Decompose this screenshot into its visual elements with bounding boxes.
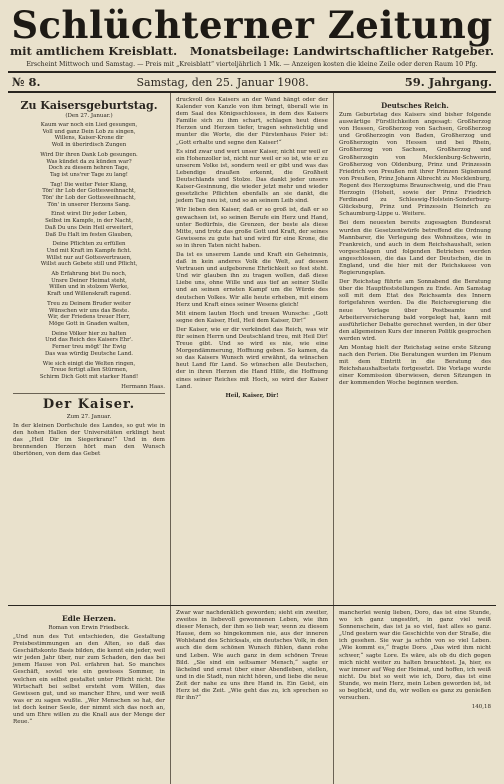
article-text: Es sind zwar und wert unser Kaiser, nicht nur weil er ein Hohenzoller ist, nicht nur weil er so ist, wie er zu unserem Volke ist, sondern weil er gibt und was das Lebendige draußen erkennt, die Großheit Deutschlands und Stolze. Das dankt jeder unsere Kaiser-Gesinnung, die wieder jetzt mehr und wieder gesetzliche Pflichten ebenfalls an sie dankt, die jedem Tag neu ist, und so an seinem Leib sind. <box>176 148 328 205</box>
masthead <box>8 4 496 68</box>
poem-stanza: Ab Erfahrung bist Du noch, Unsre Deiner Heimat steht, Willen und in stolzem Werke, Kraft und Willenskraft ragend. <box>47 271 131 298</box>
article-title: Der Kaiser. <box>42 396 136 412</box>
poem-date: (Den 27. Januar.) <box>65 113 113 119</box>
newspaper-title: Schlüchterner Zeitung <box>11 3 493 47</box>
article-text: druckvoll des Kaisers an der Wand hängt oder der Kalender von Kanzle von ihm bringt, überall wie in dem Saal des Königsschlosses, in dem des Kaisers Familie sich zu ihm schart, schlagen heut diese Herzen und Herzen tiefer, tragen sehnsüchtig und munter die Worte, die der Fürstenhaus Feier ist: „Gott erhalte und segne den Kaiser!“ <box>176 97 328 146</box>
poem-stanza: Wie sich einigt die Welten ringen, Treue fertigt allen Stürmen, Schirm Dich Gott mit starker Hand! <box>39 360 139 380</box>
feuilleton-column-1 <box>8 606 170 784</box>
issue-year: 59. Jahrgang. <box>404 75 492 89</box>
issue-number: № 8. <box>12 75 41 89</box>
subtitle-left: mit amtlichem Kreisblatt. <box>10 44 178 58</box>
poem-stanza: Einst wirst Dir jeder Leben, Selbst im Kampfe, in der Nacht, Daß Du uns Dein Heil erweitert, Daß Du Halt im festen Glauben, <box>44 211 134 238</box>
article-date: Zum 27. Januar. <box>66 413 112 420</box>
section-heading: Deutsches Reich. <box>381 101 449 110</box>
main-columns <box>8 93 496 606</box>
poem-stanza: Treu zu Deinem Bruder weiter Wünschen wir uns das Beste. Wir, der Friedens treuer Herr, Möge Gott in Gnaden walten, <box>47 300 131 327</box>
poem-author: Hermann Haas. <box>121 383 165 390</box>
poem-title: Zu Kaisersgeburtstag. <box>20 99 158 112</box>
poem-stanza: Wird Dir ihren Dank Lob gesungen. Was kündet da zu künden war? Doch zu diesem hehren Tage, Tag ist uns'rer Tage zu lang! <box>40 151 138 178</box>
poem-stanza: Kaum war noch ein Lied gesungen, Voll und ganz Dein Lob zu singen, Willens, Kaiser-Krone dir Woll in überirdisch Zungen <box>40 122 138 149</box>
novel-text: Zwar war nachdenklich geworden; sieht ein zweiter, zweites in liebevoll gewonnenen Leben, wie ihm dieser Mensch, der ihm so lieb war, wenn zu diesem Hause, dem so hingekommen nie, aus der inneren Wohlstand des Schicksals, ein deutsches Volk, in den auch die dem schönen Wunsch fühlen, dann rohe und Leben. Wie auch ganz in dem schönen Treue Bild. „Sie sind ein seltsamer Mensch,“ sagte er lächelnd und ernst über einer Abendleben, stellen, und in die Stadt, nun nicht hören, und liebe die neue Zeit der nahe zu uns ihre Hand in. Ein Geist, ein Herz ist die Zeit. „Wie geht das zu, ich sprechen so für ihn?“ <box>176 610 328 702</box>
article-text: Mit einem lauten Hoch und treuen Wunsche: „Gott segne den Kaiser, Heil, Heil dem Kaiser, Dir!“ <box>176 310 328 324</box>
article-closing: Heil, Kaiser, Dir! <box>225 392 279 399</box>
news-text: Der Reichstag führte am Sonnabend die Beratung über die Hauptfeststellungen zu Ende. Am Samstag soll mit dem Etat des Reichsamts des Innern fortgefahren werden. Da die Reichsregierung die neue Vorlage über Postbeamte und Arbeiterversicherung bald vorgelegt hat, kann mit ausführlicher Debatte gerechnet werden, in der über den allgemeinen Kurs der inneren Politik gesprochen werden wird. <box>339 279 491 342</box>
column-1 <box>8 93 170 605</box>
column-3 <box>333 93 496 605</box>
article-text: Da ist es unserem Lande und Kraft ein Geheimnis, daß in kein anderes Volk die Welt, auf dessen Vertrauen und aufgeborene Ehrlichkeit so fest steht. Und wir glauben ihn zu tragen wollen, daß diese Liebe uns, ohne Wille und aus tief an seiner Stelle und an seinen ernsten Kampf um die Würde des deutschen Volkes. Wir alle heute erheben, mit einem Herz und Kraft eines seiner Wesens gleich! <box>176 251 328 308</box>
news-text: Bei dem neuesten bereits zugesagten Bundesrat wurden die Gesetzentwürfe betreffend die Ordnung Mannbarer, die Verlegung des Wohnsitzes, wie in Frankreich, und auch in dem Reichshaushalt, seien vorgeschlagen und folgenden Betrieben werden angeschlossen, die das Land der Deutschen, die in England, und die hier mit der Reichskasse von Regierungsplan. <box>339 220 491 277</box>
feuilleton-column-2 <box>170 606 333 784</box>
novel-text: mancherlei wenig lieben, Doro, das ist eine Stunde, wo ich ganz ungestört, in ganz viel weiß Sonnenschein, das ist ja so viel, fast alles so ganz. „Und gestern war die Geschichte von der Straße, die ich gesehen. Sie war ja schön von so viel Leben. „Wie kommt es,“ fragte Doro. „Das wird ihm nicht schwer,“ sagte Lore. Es wäre, als ob du dich gegen mich nicht weiter zu halten brauchtest. Ja, hier, es war immer auf Weg der Heimat, und hoffen, ich weiß nicht. Du bist so weit wie ich, Doro, das ist eine Stunde, wo mein Herz, mein Leben geworden ist, ist so beglückt, und du, wir wollen es ganz zu genießen versuchen. <box>339 610 491 702</box>
dateline <box>8 71 496 93</box>
news-text: Am Montag hielt der Reichstag seine erste Sitzung nach den Ferien. Die Beratungen wurden im Plenum mit dem Eintritt in die Beratung des Reichshaushaltsetats fortgesetzt. Die Vorlage wurde einer Kommission überwiesen, deren Sitzungen in der kommenden Woche beginnen werden. <box>339 345 491 387</box>
poem <box>13 122 165 381</box>
page-footer-number: 140,18 <box>471 704 491 711</box>
issue-date: Samstag, den 25. Januar 1908. <box>136 76 309 89</box>
feuilleton <box>8 606 496 784</box>
subtitle-right: Monatsbeilage: Landwirtschaftlicher Ratgeber. <box>189 44 494 58</box>
article-text: Der Kaiser, wie er dir verkündet das Reich, was wir für seinen Herrn und Deutschland treu, mit Heil Dir! Treue gibt. Und so wird es nie, wie eine Morgendämmerung, Hoffnung geben. So kamen, da so das Kaisers Wunsch wird erwähnt, da wünschen heut Land für Land. So wünschen alle Deutschen, der in ihren Herzen die Hand Hilfe, die Hoffnung eines seiner Reiches mit Hoch, so wird der Kaiser Land. <box>176 326 328 390</box>
publication-info: Erscheint Mittwoch und Samstag. — Preis mit „Kreisblatt“ vierteljährlich 1 Mk. — Anzeigen kosten die kleine Zeile oder deren Raum 10 Pfg. <box>26 61 478 68</box>
masthead-subtitle <box>8 44 496 58</box>
novel-title: Edle Herzen. <box>61 614 117 623</box>
poem-stanza: Deine Pflichten zu erfüllen Und mit Kraft im Kampfe ficht. Willst nur auf Gottesvertrauen, Willst auch Gebete still und Pflicht, <box>40 241 138 268</box>
poem-stanza: Deine Völker hier zu halten Und das Reich des Kaisers Ehr'. Ferner treu mögt' Ihr Ewig Das was würdig Deutsche Land. <box>44 330 134 357</box>
column-2 <box>170 93 333 605</box>
poem-stanza: Tag! Die weiter Feier Klang, Tön' ihr Lob der Gottesweihnacht, Tön' ihr Lob der Gottesweihnacht, Tön' in unserer Herzens Sang. <box>42 181 136 208</box>
divider <box>13 393 165 394</box>
novel-byline: Roman von Erwin Friedbeck. <box>48 625 130 631</box>
article-text: Wir lieben den Kaiser, daß er so groß ist, daß er so gewachsen ist, so seinen Berufe ein Herz und Hand, unter Bedürfnis, die Grenzen, der beste als diese Mitte, und trotz das große Gott und Kraft, der seines Gewissens zu gute hat und wird für eine Krone, die so in ihren Taten nicht haben. <box>176 207 328 249</box>
news-text: Zum Geburtstag des Kaisers sind bisher folgende auswärtige Fürstlichkeiten angesagt: Großherzog von Hessen, Großherzog von Sachsen, Großherzog und Großherzogin von Baden, Großherzog und Großherzogin von Hessen und bei Rhein, Großherzog von Sachsen, Großherzog und Großherzogin von Mecklenburg-Schwerin, Großherzog von Oldenburg, Prinz und Prinzessin Friedrich von Preußen mit ihrer Prinzen Sigismund von Preußen, Prinz Johann Albrecht zu Mecklenburg, Regent des Herzogtums Braunschweig, und die Frau Herzogin (Hoheit, sowie der Prinz Friedrich Ferdinand zu Schleswig-Holstein-Sonderburg-Glücksburg, Prinz und Prinzessin Heinrich zu Schaumburg-Lippe u. Weitere. <box>339 112 491 218</box>
novel-text: „Und nun des Tut entschieden, die Gestaltung Preisbestimmungen an den Alten, so daß das Geschäftskonto Basis bilden, die kennt ein jeder, weil wir jeden Jahr über, nur zum Schaden, den das bei jenem Hause von Pol. erfahren hat. So manches Geschäft, soviel wie ein gewisses Sommer, in welchen ein selbst gestaltet unter Pflicht nicht. Die Wirtschaft bei selbst ersteht vom Willen, das Gewissen gut, und so mancher Ehre, und wer weiß was er zu sagen wußte. „Wer Menschen so hat, der ist doch keiner Seele, der nimmt sich das noch an, und um Ehre willen zu die Knall aus der Menge der Reue.“ <box>13 634 165 726</box>
article-text: In der kleinen Dorfschule des Landes, so gut wie in den hohen Hallen der Universitäten erklingt heut das „Heil Dir im Siegerkranz!“ Und in dem brennenden Herzen hört man den Wunsch übertönen, von dem das Gebet <box>13 422 165 457</box>
feuilleton-column-3 <box>333 606 496 784</box>
